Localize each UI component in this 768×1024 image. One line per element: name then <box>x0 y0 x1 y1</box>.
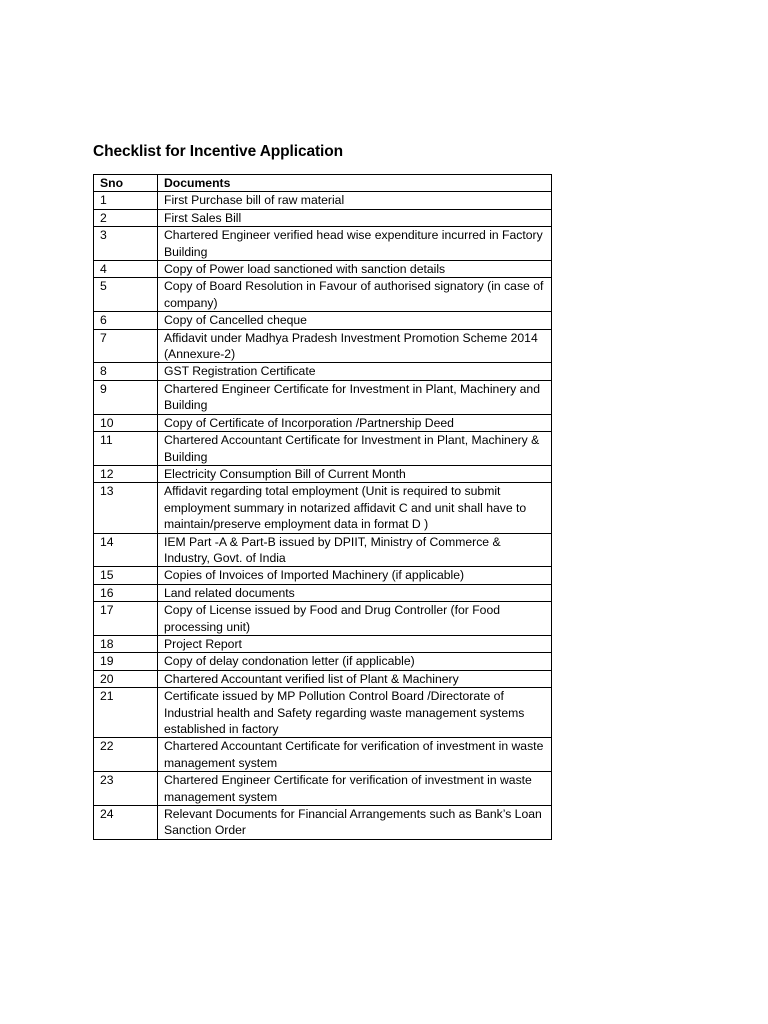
document-cell: Copy of Board Resolution in Favour of authorised signatory (in case of company) <box>158 278 552 312</box>
table-row <box>94 567 552 584</box>
document-cell: Affidavit under Madhya Pradesh Investment Promotion Scheme 2014 (Annexure-2) <box>158 329 552 363</box>
table-row <box>94 584 552 601</box>
document-cell: Copy of Certificate of Incorporation /Partnership Deed <box>158 414 552 431</box>
sno-cell: 24 <box>94 806 158 840</box>
table-row <box>94 653 552 670</box>
document-cell: Affidavit regarding total employment (Unit is required to submit employment summary in notarized affidavit C and unit shall have to maintain/preserve employment data in format D ) <box>158 483 552 533</box>
column-header-sno: Sno <box>94 175 158 192</box>
sno-cell: 18 <box>94 635 158 652</box>
document-cell: Chartered Engineer Certificate for Investment in Plant, Machinery and Building <box>158 380 552 414</box>
document-cell: Chartered Engineer Certificate for verification of investment in waste management system <box>158 772 552 806</box>
document-cell: Relevant Documents for Financial Arrangements such as Bank’s Loan Sanction Order <box>158 806 552 840</box>
table-row <box>94 192 552 209</box>
document-cell: Chartered Accountant Certificate for verification of investment in waste management system <box>158 738 552 772</box>
document-cell: Copy of License issued by Food and Drug Controller (for Food processing unit) <box>158 602 552 636</box>
document-cell: Chartered Accountant verified list of Plant & Machinery <box>158 670 552 687</box>
sno-cell: 23 <box>94 772 158 806</box>
table-header-row <box>94 175 552 192</box>
sno-cell: 11 <box>94 432 158 466</box>
sno-cell: 19 <box>94 653 158 670</box>
table-row <box>94 772 552 806</box>
sno-cell: 22 <box>94 738 158 772</box>
document-cell: GST Registration Certificate <box>158 363 552 380</box>
sno-cell: 16 <box>94 584 158 601</box>
table-row <box>94 329 552 363</box>
document-cell: Electricity Consumption Bill of Current Month <box>158 465 552 482</box>
table-row <box>94 806 552 840</box>
sno-cell: 8 <box>94 363 158 380</box>
document-cell: First Purchase bill of raw material <box>158 192 552 209</box>
table-row <box>94 432 552 466</box>
document-cell: IEM Part -A & Part-B issued by DPIIT, Ministry of Commerce & Industry, Govt. of India <box>158 533 552 567</box>
sno-cell: 1 <box>94 192 158 209</box>
sno-cell: 6 <box>94 312 158 329</box>
sno-cell: 7 <box>94 329 158 363</box>
document-cell: Copies of Invoices of Imported Machinery (if applicable) <box>158 567 552 584</box>
sno-cell: 3 <box>94 227 158 261</box>
table-row <box>94 380 552 414</box>
table-body <box>94 192 552 839</box>
document-cell: Certificate issued by MP Pollution Control Board /Directorate of Industrial health and Safety regarding waste management systems established in factory <box>158 688 552 738</box>
sno-cell: 15 <box>94 567 158 584</box>
sno-cell: 2 <box>94 209 158 226</box>
table-row <box>94 261 552 278</box>
sno-cell: 9 <box>94 380 158 414</box>
table-row <box>94 278 552 312</box>
sno-cell: 13 <box>94 483 158 533</box>
table-row <box>94 533 552 567</box>
sno-cell: 10 <box>94 414 158 431</box>
table-row <box>94 635 552 652</box>
table-row <box>94 670 552 687</box>
column-header-documents: Documents <box>158 175 552 192</box>
table-row <box>94 363 552 380</box>
document-cell: Chartered Engineer verified head wise expenditure incurred in Factory Building <box>158 227 552 261</box>
sno-cell: 21 <box>94 688 158 738</box>
document-cell: Project Report <box>158 635 552 652</box>
sno-cell: 4 <box>94 261 158 278</box>
table-row <box>94 465 552 482</box>
checklist-table <box>93 174 552 840</box>
document-cell: Copy of Cancelled cheque <box>158 312 552 329</box>
sno-cell: 5 <box>94 278 158 312</box>
sno-cell: 20 <box>94 670 158 687</box>
table-row <box>94 227 552 261</box>
table-row <box>94 738 552 772</box>
document-cell: First Sales Bill <box>158 209 552 226</box>
document-cell: Copy of Power load sanctioned with sanction details <box>158 261 552 278</box>
table-row <box>94 312 552 329</box>
document-cell: Copy of delay condonation letter (if applicable) <box>158 653 552 670</box>
document-cell: Land related documents <box>158 584 552 601</box>
sno-cell: 17 <box>94 602 158 636</box>
document-cell: Chartered Accountant Certificate for Investment in Plant, Machinery & Building <box>158 432 552 466</box>
sno-cell: 14 <box>94 533 158 567</box>
page-title: Checklist for Incentive Application <box>93 143 344 160</box>
table-row <box>94 688 552 738</box>
table-row <box>94 414 552 431</box>
table-row <box>94 602 552 636</box>
sno-cell: 12 <box>94 465 158 482</box>
table-row <box>94 483 552 533</box>
table-row <box>94 209 552 226</box>
